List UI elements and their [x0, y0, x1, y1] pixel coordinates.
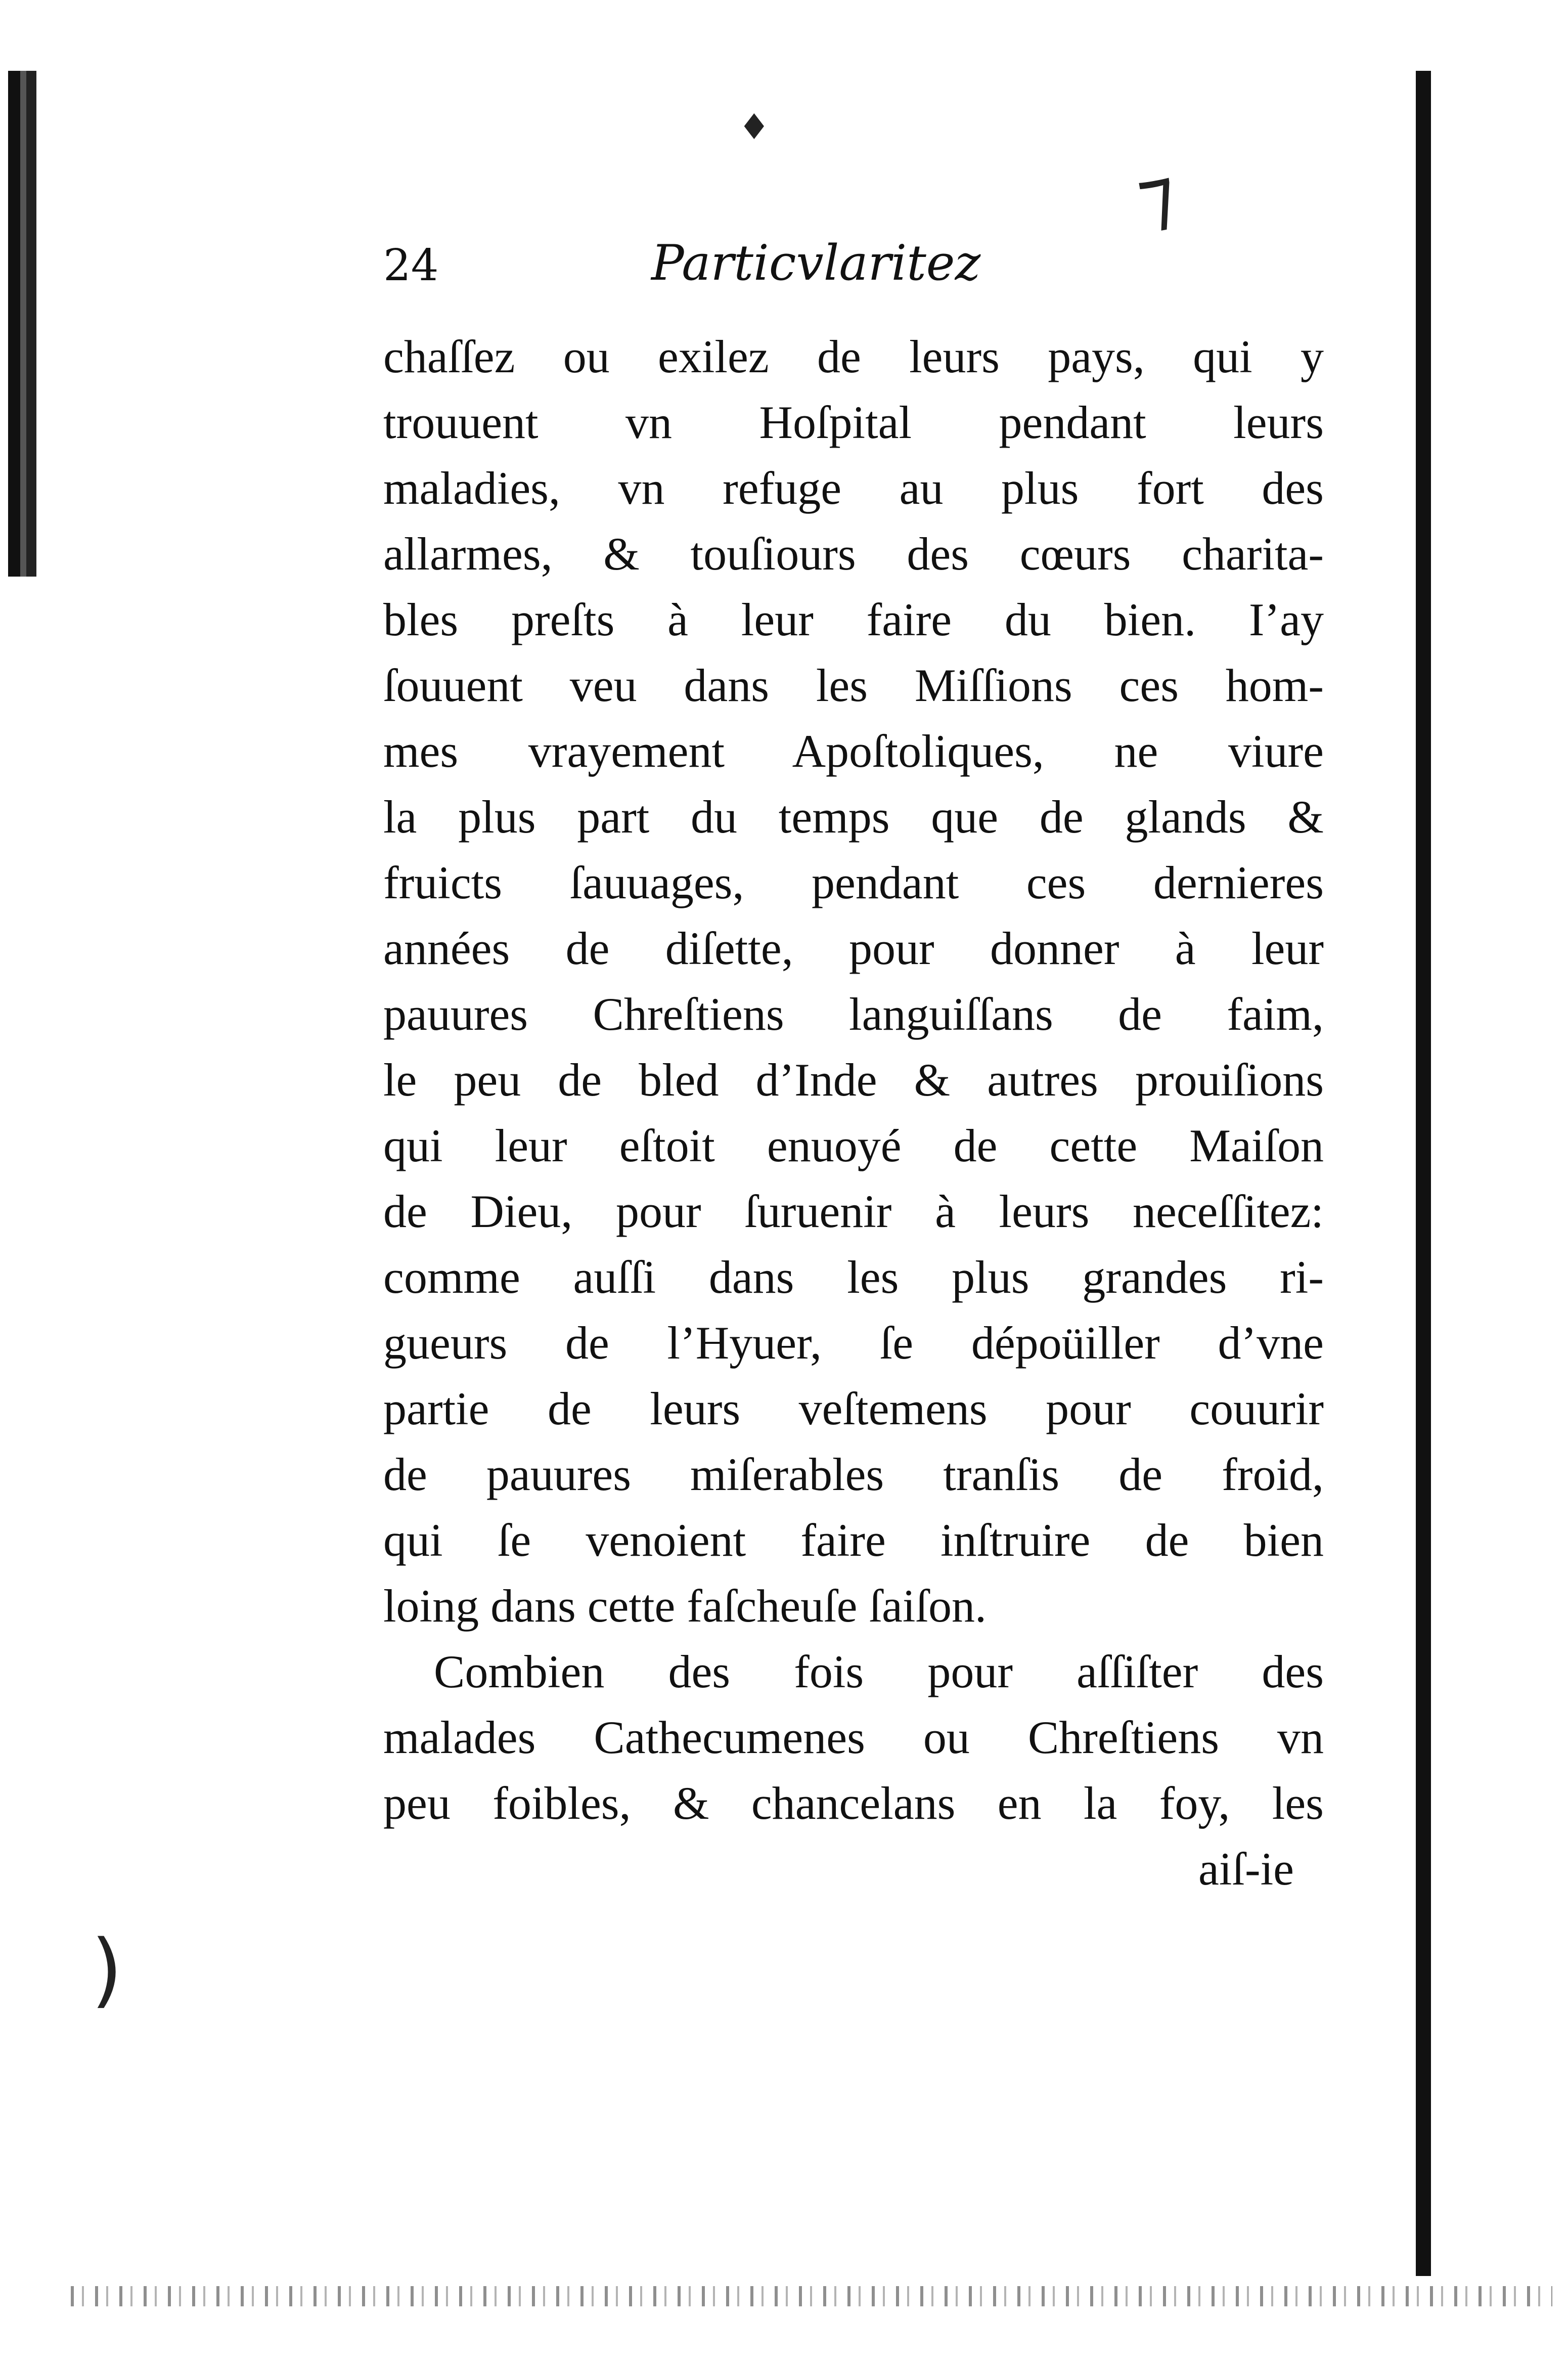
scan-edge-shadow-right [1416, 71, 1431, 2276]
text-line: trouuent vn Hoſpital pendant leurs [383, 397, 1324, 448]
text-line: malades Cathecumenes ou Chreſtiens vn [383, 1712, 1324, 1763]
text-line: la plus part du temps que de glands & [383, 791, 1324, 843]
text-line: pauures Chreſtiens languiſſans de faim, [383, 988, 1324, 1040]
text-line: qui leur eſtoit enuoyé de cette Maiſon [383, 1120, 1324, 1171]
text-line: de pauures miſerables tranſis de froid, [383, 1449, 1324, 1500]
running-title: Particvlaritez [651, 235, 981, 291]
page-number: 24 [383, 240, 439, 291]
page-header [383, 230, 1344, 301]
scan-edge-noise-bottom [71, 2286, 1552, 2306]
handwritten-mark-icon: ⁊ [1130, 149, 1183, 243]
text-line: allarmes, & touſiours des cœurs charita- [383, 528, 1324, 580]
text-line: qui ſe venoient faire inſtruire de bien [383, 1514, 1324, 1566]
text-line: ſouuent veu dans les Miſſions ces hom- [383, 660, 1324, 711]
body-text [383, 324, 1324, 1836]
text-line: peu foibles, & chancelans en la foy, les [383, 1777, 1324, 1829]
catchword: aiſ-ie [1198, 1843, 1294, 1895]
text-line: maladies, vn refuge au plus fort des [383, 462, 1324, 514]
text-line-paragraph-start: Combien des fois pour aſſiſter des [434, 1646, 1324, 1697]
text-line: chaſſez ou exilez de leurs pays, qui y [383, 331, 1324, 382]
text-line: années de diſette, pour donner à leur [383, 923, 1324, 974]
text-line: partie de leurs veſtemens pour couurir [383, 1383, 1324, 1434]
text-line: de Dieu, pour ſuruenir à leurs neceſſitez: [383, 1186, 1324, 1237]
handwritten-bracket-icon: ) [91, 1922, 123, 2017]
text-line: mes vrayement Apoſtoliques, ne viure [383, 725, 1324, 777]
text-line: fruicts ſauuages, pendant ces dernieres [383, 857, 1324, 908]
text-line: le peu de bled d’Inde & autres prouiſions [383, 1054, 1324, 1106]
text-line: comme auſſi dans les plus grandes ri- [383, 1251, 1324, 1303]
text-line: gueurs de l’Hyuer, ſe dépoüiller d’vne [383, 1317, 1324, 1369]
text-line: bles preſts à leur faire du bien. I’ay [383, 594, 1324, 645]
scan-edge-shadow-left [8, 71, 49, 577]
ink-speck-icon: ♦ [738, 106, 770, 148]
text-line-paragraph-end: loing dans cette faſcheuſe ſaiſon. [383, 1580, 987, 1632]
